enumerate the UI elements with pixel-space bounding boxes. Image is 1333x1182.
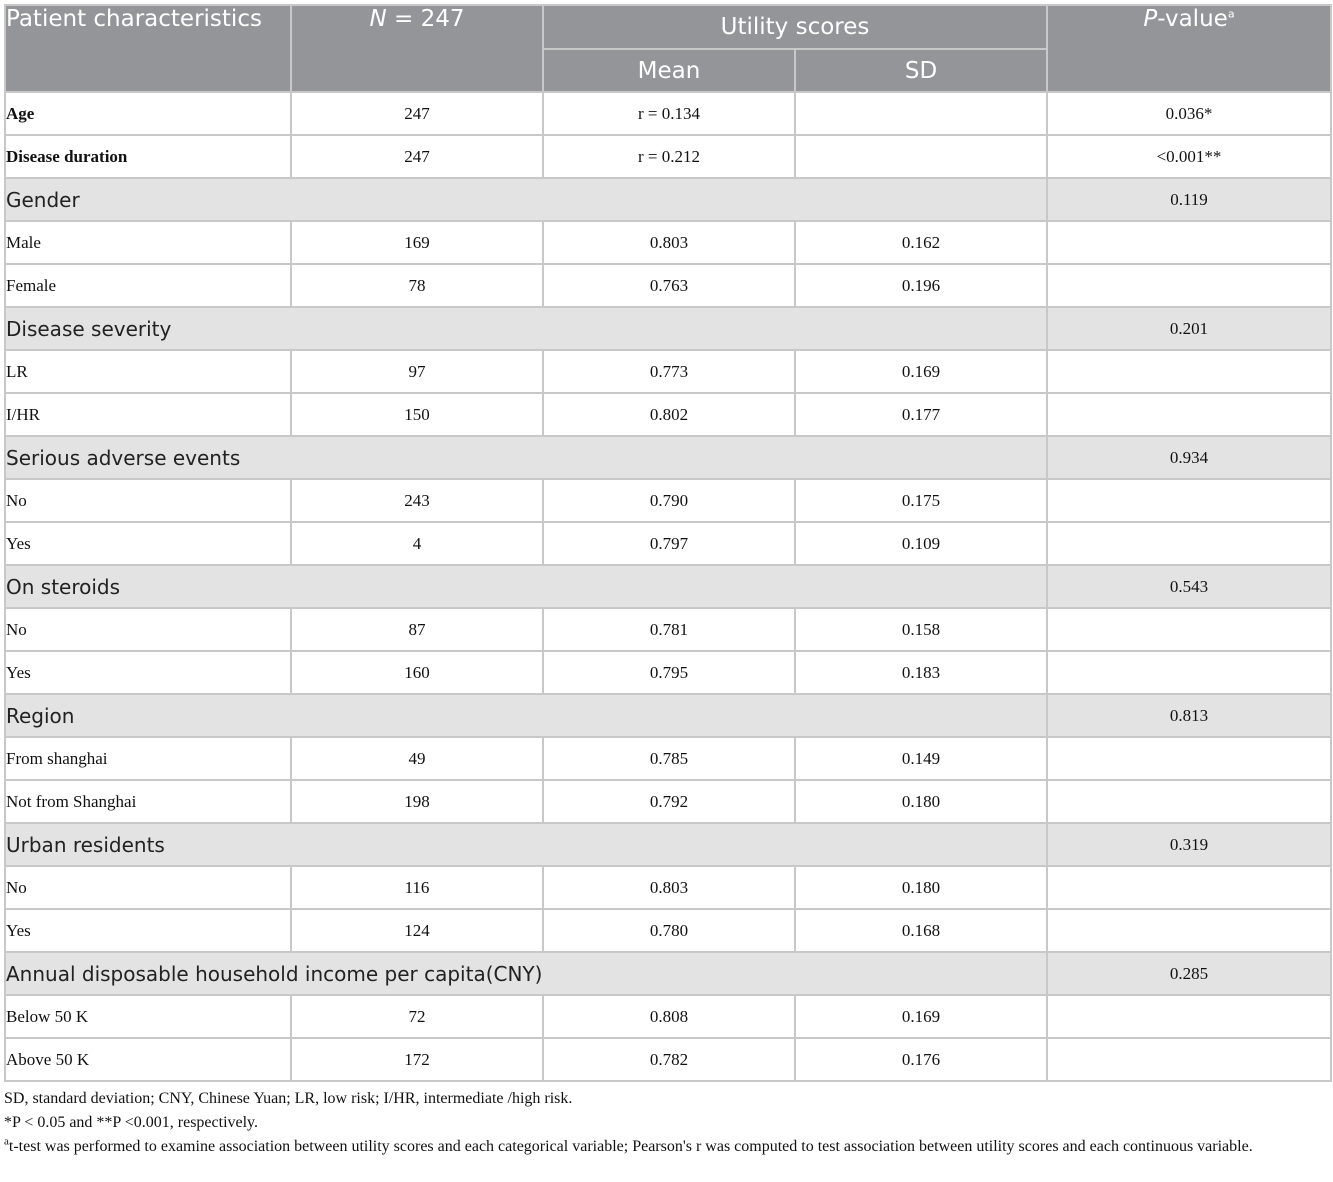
- section-title: Annual disposable household income per capita(CNY): [5, 952, 1047, 995]
- row-sd: 0.175: [795, 479, 1047, 522]
- table-row: [5, 264, 1331, 307]
- table-row: [5, 909, 1331, 952]
- row-p-value: [1047, 737, 1331, 780]
- row-label: Yes: [5, 522, 291, 565]
- row-mean: 0.785: [543, 737, 795, 780]
- row-mean: 0.763: [543, 264, 795, 307]
- row-sd: [795, 92, 1047, 135]
- row-sd: 0.169: [795, 995, 1047, 1038]
- row-mean: 0.790: [543, 479, 795, 522]
- row-sd: 0.162: [795, 221, 1047, 264]
- row-sd: 0.180: [795, 780, 1047, 823]
- footnote-significance: *P < 0.05 and **P <0.001, respectively.: [4, 1114, 259, 1131]
- row-label: Below 50 K: [5, 995, 291, 1038]
- row-sd: 0.169: [795, 350, 1047, 393]
- row-p-value: [1047, 522, 1331, 565]
- section-title: Serious adverse events: [5, 436, 1047, 479]
- row-label: I/HR: [5, 393, 291, 436]
- row-p-value: [1047, 909, 1331, 952]
- table-row: [5, 608, 1331, 651]
- row-n: 247: [291, 135, 543, 178]
- header-n-value: = 247: [386, 6, 465, 32]
- row-n: 87: [291, 608, 543, 651]
- row-label: No: [5, 479, 291, 522]
- row-label: Not from Shanghai: [5, 780, 291, 823]
- header-utility-scores: Utility scores: [543, 5, 1047, 49]
- section-title: Region: [5, 694, 1047, 737]
- row-mean: 0.782: [543, 1038, 795, 1081]
- row-label: From shanghai: [5, 737, 291, 780]
- row-label: Male: [5, 221, 291, 264]
- section-title: Urban residents: [5, 823, 1047, 866]
- row-n: 160: [291, 651, 543, 694]
- row-mean: r = 0.134: [543, 92, 795, 135]
- row-sd: 0.180: [795, 866, 1047, 909]
- row-p-value: [1047, 221, 1331, 264]
- row-n: 247: [291, 92, 543, 135]
- row-p-value: [1047, 866, 1331, 909]
- footnote-a-mark: a: [4, 1135, 9, 1148]
- characteristics-table: [4, 4, 1332, 1082]
- row-p-value: [1047, 651, 1331, 694]
- table-row: [5, 393, 1331, 436]
- row-label: Above 50 K: [5, 1038, 291, 1081]
- footnote-a: [4, 1135, 1327, 1159]
- table-row: [5, 522, 1331, 565]
- row-label: Disease duration: [5, 135, 291, 178]
- table-footnotes: [4, 1087, 1327, 1159]
- row-mean: 0.808: [543, 995, 795, 1038]
- section-p-value: 0.543: [1047, 565, 1331, 608]
- row-p-value: <0.001**: [1047, 135, 1331, 178]
- section-p-value: 0.934: [1047, 436, 1331, 479]
- section-header-row: [5, 178, 1331, 221]
- header-p-text: -value: [1157, 6, 1228, 32]
- row-n: 116: [291, 866, 543, 909]
- row-sd: 0.176: [795, 1038, 1047, 1081]
- table-row: [5, 995, 1331, 1038]
- row-sd: 0.149: [795, 737, 1047, 780]
- table-row: [5, 92, 1331, 135]
- table-row: [5, 479, 1331, 522]
- row-label: LR: [5, 350, 291, 393]
- row-p-value: [1047, 608, 1331, 651]
- row-n: 72: [291, 995, 543, 1038]
- row-sd: 0.158: [795, 608, 1047, 651]
- section-p-value: 0.119: [1047, 178, 1331, 221]
- row-mean: 0.797: [543, 522, 795, 565]
- section-p-value: 0.285: [1047, 952, 1331, 995]
- table-row: [5, 866, 1331, 909]
- section-header-row: [5, 436, 1331, 479]
- section-header-row: [5, 952, 1331, 995]
- section-p-value: 0.319: [1047, 823, 1331, 866]
- row-mean: 0.795: [543, 651, 795, 694]
- header-n-symbol: N: [369, 6, 387, 32]
- section-p-value: 0.201: [1047, 307, 1331, 350]
- row-label: Yes: [5, 909, 291, 952]
- row-n: 150: [291, 393, 543, 436]
- row-n: 169: [291, 221, 543, 264]
- row-p-value: [1047, 393, 1331, 436]
- section-header-row: [5, 565, 1331, 608]
- header-p-value: [1047, 5, 1331, 92]
- header-mean: Mean: [543, 49, 795, 92]
- row-mean: 0.781: [543, 608, 795, 651]
- section-title: Gender: [5, 178, 1047, 221]
- row-p-value: [1047, 780, 1331, 823]
- header-patient-characteristics: Patient characteristics: [5, 5, 291, 92]
- header-sd: SD: [795, 49, 1047, 92]
- row-p-value: [1047, 479, 1331, 522]
- section-title: Disease severity: [5, 307, 1047, 350]
- row-n: 198: [291, 780, 543, 823]
- row-mean: r = 0.212: [543, 135, 795, 178]
- row-n: 4: [291, 522, 543, 565]
- row-sd: 0.109: [795, 522, 1047, 565]
- row-p-value: 0.036*: [1047, 92, 1331, 135]
- row-sd: 0.177: [795, 393, 1047, 436]
- row-n: 243: [291, 479, 543, 522]
- row-p-value: [1047, 350, 1331, 393]
- row-label: Age: [5, 92, 291, 135]
- table-row: [5, 780, 1331, 823]
- row-n: 78: [291, 264, 543, 307]
- table-row: [5, 737, 1331, 780]
- row-mean: 0.792: [543, 780, 795, 823]
- header-p-symbol: P: [1143, 6, 1158, 32]
- row-mean: 0.773: [543, 350, 795, 393]
- row-mean: 0.780: [543, 909, 795, 952]
- row-mean: 0.803: [543, 866, 795, 909]
- row-sd: 0.196: [795, 264, 1047, 307]
- header-n: [291, 5, 543, 92]
- header-p-footnote-mark: a: [1227, 7, 1235, 21]
- table-row: [5, 651, 1331, 694]
- footnote-abbreviations: SD, standard deviation; CNY, Chinese Yuan; LR, low risk; I/HR, intermediate /high risk.: [4, 1090, 573, 1107]
- table-row: [5, 221, 1331, 264]
- row-n: 124: [291, 909, 543, 952]
- table-row: [5, 135, 1331, 178]
- section-header-row: [5, 823, 1331, 866]
- row-label: Yes: [5, 651, 291, 694]
- table-row: [5, 350, 1331, 393]
- row-p-value: [1047, 1038, 1331, 1081]
- section-p-value: 0.813: [1047, 694, 1331, 737]
- row-sd: [795, 135, 1047, 178]
- row-mean: 0.803: [543, 221, 795, 264]
- row-n: 49: [291, 737, 543, 780]
- table-body: [5, 92, 1331, 1081]
- row-p-value: [1047, 264, 1331, 307]
- section-header-row: [5, 694, 1331, 737]
- section-header-row: [5, 307, 1331, 350]
- row-label: No: [5, 608, 291, 651]
- row-sd: 0.183: [795, 651, 1047, 694]
- table-row: [5, 1038, 1331, 1081]
- row-label: No: [5, 866, 291, 909]
- section-title: On steroids: [5, 565, 1047, 608]
- footnote-a-text: t-test was performed to examine association between utility scores and each categorical variable; Pearson's r was computed to test association between utility scores and each continuous variable.: [8, 1138, 1253, 1155]
- row-label: Female: [5, 264, 291, 307]
- row-mean: 0.802: [543, 393, 795, 436]
- row-n: 172: [291, 1038, 543, 1081]
- row-n: 97: [291, 350, 543, 393]
- row-sd: 0.168: [795, 909, 1047, 952]
- row-p-value: [1047, 995, 1331, 1038]
